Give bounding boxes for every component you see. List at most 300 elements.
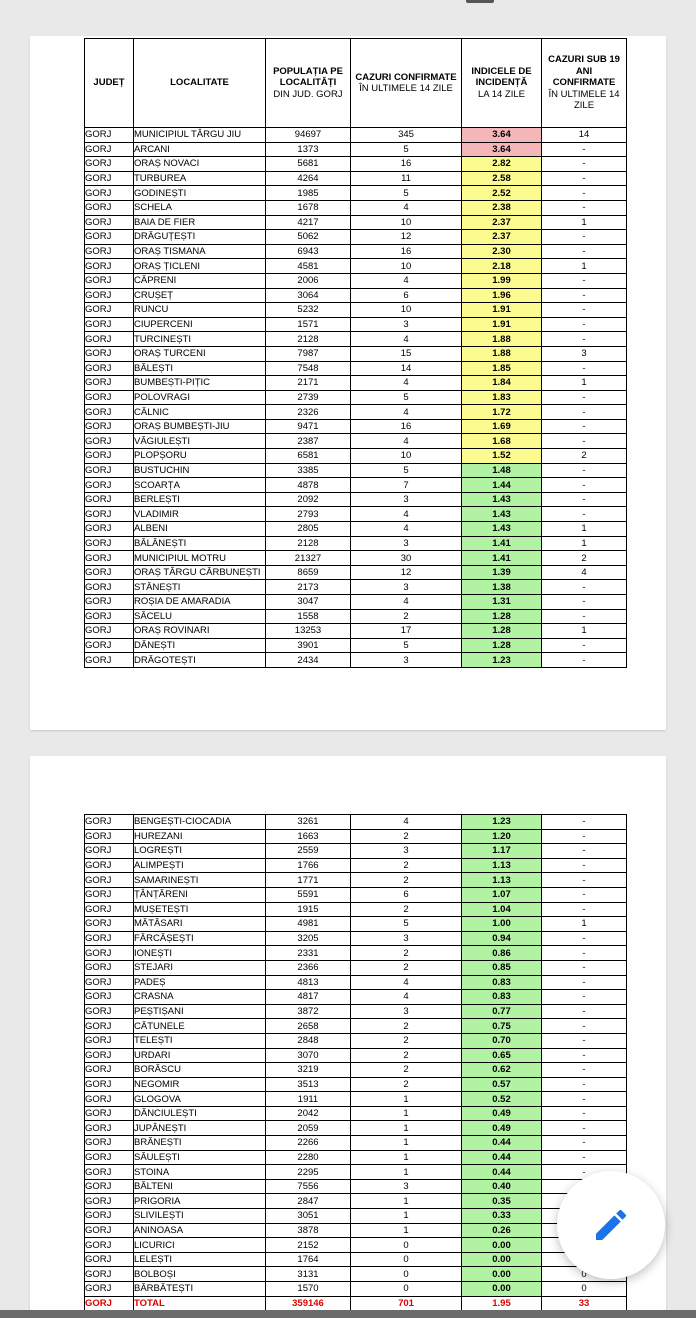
cell-incidenta: 2.18	[462, 259, 542, 274]
cell-incidenta: 1.38	[462, 580, 542, 595]
cell-incidenta: 0.94	[462, 931, 542, 946]
cell-cazuri: 4	[351, 434, 462, 449]
table-row	[85, 1004, 627, 1019]
cell-populatie: 3385	[266, 463, 351, 478]
cell-incidenta: 1.69	[462, 419, 542, 434]
edit-fab-button[interactable]	[557, 1171, 665, 1279]
cell-judet: GORJ	[85, 887, 134, 902]
cell-sub19: -	[542, 478, 627, 493]
cell-cazuri: 2	[351, 829, 462, 844]
cell-populatie: 21327	[266, 551, 351, 566]
cell-judet: GORJ	[85, 200, 134, 215]
cell-sub19: -	[542, 434, 627, 449]
cell-judet: GORJ	[85, 990, 134, 1005]
cell-sub19: -	[542, 858, 627, 873]
cell-localitate: CIUPERCENI	[134, 317, 266, 332]
cell-judet: GORJ	[85, 449, 134, 464]
table-row	[85, 361, 627, 376]
header-populatie-sub: DIN JUD. GORJ	[273, 88, 343, 100]
cell-localitate: CRASNA	[134, 990, 266, 1005]
cell-incidenta: 0.00	[462, 1267, 542, 1282]
cell-cazuri: 3	[351, 653, 462, 668]
cell-judet: GORJ	[85, 960, 134, 975]
cell-incidenta: 0.49	[462, 1121, 542, 1136]
cell-incidenta: 1.68	[462, 434, 542, 449]
cell-localitate: ȚÂNȚĂRENI	[134, 887, 266, 902]
cell-cazuri: 5	[351, 917, 462, 932]
cell-sub19: -	[542, 200, 627, 215]
cell-incidenta: 1.39	[462, 565, 542, 580]
cell-populatie: 4813	[266, 975, 351, 990]
cell-judet: GORJ	[85, 1150, 134, 1165]
cell-localitate: TELEȘTI	[134, 1033, 266, 1048]
cell-judet: GORJ	[85, 273, 134, 288]
cell-sub19: -	[542, 332, 627, 347]
cell-cazuri: 4	[351, 990, 462, 1005]
cell-judet: GORJ	[85, 142, 134, 157]
cell-incidenta: 1.85	[462, 361, 542, 376]
cell-localitate: PRIGORIA	[134, 1194, 266, 1209]
cell-populatie: 2847	[266, 1194, 351, 1209]
cell-incidenta: 0.52	[462, 1092, 542, 1107]
table-row	[85, 1179, 627, 1194]
cell-cazuri: 16	[351, 244, 462, 259]
cell-cazuri: 0	[351, 1267, 462, 1282]
cell-localitate: BĂLTENI	[134, 1179, 266, 1194]
cell-populatie: 2739	[266, 390, 351, 405]
table-row	[85, 1209, 627, 1224]
cell-judet: GORJ	[85, 507, 134, 522]
cell-cazuri: 6	[351, 288, 462, 303]
cell-localitate: URDARI	[134, 1048, 266, 1063]
cell-incidenta: 1.31	[462, 595, 542, 610]
cell-localitate: BĂLEȘTI	[134, 361, 266, 376]
cell-localitate: ORAȘ NOVACI	[134, 157, 266, 172]
cell-populatie: 7556	[266, 1179, 351, 1194]
cell-localitate: CĂLNIC	[134, 405, 266, 420]
cell-localitate: JUPÂNEȘTI	[134, 1121, 266, 1136]
cell-judet: GORJ	[85, 1121, 134, 1136]
cell-populatie: 2559	[266, 844, 351, 859]
cell-cazuri: 2	[351, 1019, 462, 1034]
header-cazuri: CAZURI CONFIRMATE ÎN ULTIMELE 14 ZILE	[351, 39, 462, 128]
cell-judet: GORJ	[85, 171, 134, 186]
cell-incidenta: 1.28	[462, 638, 542, 653]
cell-judet: GORJ	[85, 244, 134, 259]
header-incidenta-sub: LA 14 ZILE	[477, 88, 525, 100]
table-row	[85, 960, 627, 975]
cell-incidenta: 1.41	[462, 551, 542, 566]
cell-sub19: -	[542, 1121, 627, 1136]
cell-cazuri: 2	[351, 1077, 462, 1092]
cell-judet: GORJ	[85, 186, 134, 201]
cell-localitate: PADEȘ	[134, 975, 266, 990]
cell-sub19: 1	[542, 522, 627, 537]
cell-sub19: -	[542, 1033, 627, 1048]
cell-sub19: -	[542, 317, 627, 332]
cell-populatie: 2434	[266, 653, 351, 668]
cell-populatie: 2173	[266, 580, 351, 595]
cell-populatie: 2042	[266, 1106, 351, 1121]
cell-sub19: -	[542, 960, 627, 975]
cell-localitate: STEJARI	[134, 960, 266, 975]
cell-judet: GORJ	[85, 492, 134, 507]
cell-populatie: 6943	[266, 244, 351, 259]
cell-sub19: -	[542, 580, 627, 595]
cell-cazuri: 1	[351, 1121, 462, 1136]
table-row	[85, 1282, 627, 1297]
cell-incidenta: 0.86	[462, 946, 542, 961]
cell-localitate: BOLBOȘI	[134, 1267, 266, 1282]
cell-populatie: 3064	[266, 288, 351, 303]
cell-incidenta: 1.13	[462, 858, 542, 873]
cell-sub19: -	[542, 1106, 627, 1121]
table-row	[85, 1194, 627, 1209]
total-cazuri: 701	[351, 1296, 462, 1311]
cell-sub19: 3	[542, 346, 627, 361]
cell-populatie: 2326	[266, 405, 351, 420]
cell-judet: GORJ	[85, 1106, 134, 1121]
cell-sub19: -	[542, 419, 627, 434]
cell-incidenta: 0.26	[462, 1223, 542, 1238]
cell-cazuri: 2	[351, 1033, 462, 1048]
table-row	[85, 1106, 627, 1121]
cell-localitate: BRĂNEȘTI	[134, 1136, 266, 1151]
cell-cazuri: 30	[351, 551, 462, 566]
cell-sub19: -	[542, 1150, 627, 1165]
cell-cazuri: 14	[351, 361, 462, 376]
cell-judet: GORJ	[85, 1238, 134, 1253]
cell-judet: GORJ	[85, 1019, 134, 1034]
table-row	[85, 405, 627, 420]
cell-populatie: 94697	[266, 128, 351, 143]
cell-incidenta: 1.83	[462, 390, 542, 405]
cell-incidenta: 0.85	[462, 960, 542, 975]
table-row	[85, 1121, 627, 1136]
cell-incidenta: 0.57	[462, 1077, 542, 1092]
cell-localitate: ORAȘ TURCENI	[134, 346, 266, 361]
cell-incidenta: 2.37	[462, 215, 542, 230]
cell-judet: GORJ	[85, 303, 134, 318]
cell-cazuri: 2	[351, 946, 462, 961]
cell-populatie: 3878	[266, 1223, 351, 1238]
cell-incidenta: 1.44	[462, 478, 542, 493]
cell-judet: GORJ	[85, 638, 134, 653]
cell-sub19: -	[542, 975, 627, 990]
cell-cazuri: 4	[351, 273, 462, 288]
cell-sub19: -	[542, 931, 627, 946]
table-row	[85, 1165, 627, 1180]
cell-judet: GORJ	[85, 361, 134, 376]
cell-cazuri: 4	[351, 332, 462, 347]
cell-localitate: NEGOMIR	[134, 1077, 266, 1092]
cell-localitate: FĂRCĂȘEȘTI	[134, 931, 266, 946]
cell-localitate: VĂGIULEȘTI	[134, 434, 266, 449]
cell-localitate: SCOARȚA	[134, 478, 266, 493]
table-row	[85, 975, 627, 990]
cell-sub19: -	[542, 390, 627, 405]
cell-incidenta: 0.70	[462, 1033, 542, 1048]
cell-sub19: -	[542, 638, 627, 653]
cell-sub19: -	[542, 1048, 627, 1063]
table-row	[85, 346, 627, 361]
cell-judet: GORJ	[85, 844, 134, 859]
cell-localitate: BORĂSCU	[134, 1063, 266, 1078]
cell-cazuri: 5	[351, 142, 462, 157]
cell-cazuri: 3	[351, 317, 462, 332]
cell-cazuri: 2	[351, 873, 462, 888]
cell-judet: GORJ	[85, 975, 134, 990]
cell-localitate: PLOPȘORU	[134, 449, 266, 464]
cell-cazuri: 12	[351, 565, 462, 580]
cell-cazuri: 4	[351, 815, 462, 830]
table-row	[85, 551, 627, 566]
table-body-page-2	[85, 815, 627, 1297]
table-row	[85, 844, 627, 859]
cell-localitate: BERLEȘTI	[134, 492, 266, 507]
cell-localitate: TURCINEȘTI	[134, 332, 266, 347]
header-sub19-sub: ÎN ULTIMELE 14 ZILE	[548, 88, 620, 112]
cell-incidenta: 0.49	[462, 1106, 542, 1121]
cell-incidenta: 1.23	[462, 815, 542, 830]
cell-cazuri: 3	[351, 1004, 462, 1019]
table-row	[85, 376, 627, 391]
cell-sub19: 1	[542, 376, 627, 391]
cell-localitate: MĂTĂSARI	[134, 917, 266, 932]
cell-sub19: 0	[542, 1282, 627, 1297]
cell-cazuri: 4	[351, 376, 462, 391]
table-row	[85, 303, 627, 318]
cell-populatie: 2658	[266, 1019, 351, 1034]
cell-judet: GORJ	[85, 288, 134, 303]
cell-localitate: GLOGOVA	[134, 1092, 266, 1107]
cell-cazuri: 2	[351, 858, 462, 873]
cell-populatie: 1678	[266, 200, 351, 215]
table-row	[85, 215, 627, 230]
table-row	[85, 230, 627, 245]
cell-incidenta: 1.84	[462, 376, 542, 391]
cell-incidenta: 1.28	[462, 624, 542, 639]
cell-populatie: 1570	[266, 1282, 351, 1297]
cell-judet: GORJ	[85, 931, 134, 946]
cell-judet: GORJ	[85, 580, 134, 595]
cell-judet: GORJ	[85, 1092, 134, 1107]
cell-cazuri: 4	[351, 200, 462, 215]
cell-cazuri: 2	[351, 1048, 462, 1063]
table-row	[85, 157, 627, 172]
cell-judet: GORJ	[85, 1048, 134, 1063]
cell-localitate: DĂNCIULEȘTI	[134, 1106, 266, 1121]
document-page-1	[30, 36, 666, 730]
cell-sub19: -	[542, 1092, 627, 1107]
cell-judet: GORJ	[85, 522, 134, 537]
cell-populatie: 3219	[266, 1063, 351, 1078]
table-row	[85, 858, 627, 873]
cell-judet: GORJ	[85, 317, 134, 332]
cell-judet: GORJ	[85, 565, 134, 580]
cell-sub19: -	[542, 595, 627, 610]
cell-incidenta: 0.44	[462, 1136, 542, 1151]
cell-cazuri: 16	[351, 157, 462, 172]
cell-cazuri: 3	[351, 844, 462, 859]
cell-populatie: 2266	[266, 1136, 351, 1151]
table-header-row	[85, 39, 627, 128]
cell-cazuri: 4	[351, 522, 462, 537]
total-sub19: 33	[542, 1296, 627, 1311]
cell-sub19: 4	[542, 565, 627, 580]
cell-localitate: STOINA	[134, 1165, 266, 1180]
cell-localitate: MUNICIPIUL MOTRU	[134, 551, 266, 566]
cell-populatie: 1771	[266, 873, 351, 888]
cell-populatie: 7987	[266, 346, 351, 361]
cell-populatie: 3131	[266, 1267, 351, 1282]
cell-incidenta: 1.96	[462, 288, 542, 303]
cell-cazuri: 11	[351, 171, 462, 186]
cell-localitate: BĂLĂNEȘTI	[134, 536, 266, 551]
cell-populatie: 2059	[266, 1121, 351, 1136]
cell-sub19: -	[542, 609, 627, 624]
total-judet: GORJ	[85, 1296, 134, 1311]
cell-incidenta: 1.43	[462, 492, 542, 507]
cell-localitate: SLIVILEȘTI	[134, 1209, 266, 1224]
cell-localitate: VLADIMIR	[134, 507, 266, 522]
table-row	[85, 186, 627, 201]
cell-incidenta: 1.00	[462, 917, 542, 932]
cell-populatie: 3205	[266, 931, 351, 946]
cell-populatie: 4264	[266, 171, 351, 186]
cell-localitate: DRĂGUȚEȘTI	[134, 230, 266, 245]
cell-judet: GORJ	[85, 1223, 134, 1238]
cell-judet: GORJ	[85, 1179, 134, 1194]
cell-judet: GORJ	[85, 1252, 134, 1267]
table-row	[85, 332, 627, 347]
cell-judet: GORJ	[85, 1004, 134, 1019]
cell-localitate: ORAȘ TÂRGU CĂRBUNEȘTI	[134, 565, 266, 580]
cell-judet: GORJ	[85, 463, 134, 478]
cell-populatie: 1558	[266, 609, 351, 624]
cell-sub19: -	[542, 653, 627, 668]
table-row	[85, 317, 627, 332]
cell-incidenta: 3.64	[462, 142, 542, 157]
cell-incidenta: 1.28	[462, 609, 542, 624]
cell-sub19: -	[542, 1004, 627, 1019]
cell-cazuri: 3	[351, 536, 462, 551]
cell-cazuri: 1	[351, 1223, 462, 1238]
total-row	[85, 1296, 627, 1311]
cell-judet: GORJ	[85, 376, 134, 391]
total-populatie: 359146	[266, 1296, 351, 1311]
cell-populatie: 3047	[266, 595, 351, 610]
table-row	[85, 1033, 627, 1048]
table-row	[85, 128, 627, 143]
cell-populatie: 1764	[266, 1252, 351, 1267]
cell-populatie: 7548	[266, 361, 351, 376]
cell-populatie: 4217	[266, 215, 351, 230]
cell-incidenta: 1.04	[462, 902, 542, 917]
header-judet: JUDEȚ	[85, 39, 134, 128]
cell-cazuri: 7	[351, 478, 462, 493]
cell-cazuri: 4	[351, 975, 462, 990]
cell-localitate: ORAȘ ȚICLENI	[134, 259, 266, 274]
cell-localitate: CĂPRENI	[134, 273, 266, 288]
cell-judet: GORJ	[85, 858, 134, 873]
cell-judet: GORJ	[85, 551, 134, 566]
cell-cazuri: 5	[351, 463, 462, 478]
cell-incidenta: 0.75	[462, 1019, 542, 1034]
cell-populatie: 1985	[266, 186, 351, 201]
table-row	[85, 1267, 627, 1282]
cell-populatie: 1663	[266, 829, 351, 844]
cell-sub19: -	[542, 946, 627, 961]
cell-populatie: 3070	[266, 1048, 351, 1063]
cell-localitate: BUSTUCHIN	[134, 463, 266, 478]
table-row	[85, 1092, 627, 1107]
cell-judet: GORJ	[85, 653, 134, 668]
cell-cazuri: 12	[351, 230, 462, 245]
table-row	[85, 419, 627, 434]
top-indicator	[466, 0, 494, 3]
pencil-edit-icon	[591, 1205, 631, 1245]
cell-sub19: 1	[542, 624, 627, 639]
cell-populatie: 1911	[266, 1092, 351, 1107]
cell-localitate: POLOVRAGI	[134, 390, 266, 405]
cell-judet: GORJ	[85, 215, 134, 230]
cell-cazuri: 3	[351, 580, 462, 595]
cell-cazuri: 17	[351, 624, 462, 639]
cell-cazuri: 1	[351, 1092, 462, 1107]
cell-sub19: -	[542, 1077, 627, 1092]
total-incidenta: 1.95	[462, 1296, 542, 1311]
cell-judet: GORJ	[85, 815, 134, 830]
cell-populatie: 5232	[266, 303, 351, 318]
cell-sub19: 2	[542, 551, 627, 566]
cell-judet: GORJ	[85, 1136, 134, 1151]
cell-judet: GORJ	[85, 624, 134, 639]
cell-incidenta: 0.65	[462, 1048, 542, 1063]
cell-localitate: CRUȘEȚ	[134, 288, 266, 303]
cell-populatie: 4878	[266, 478, 351, 493]
cell-sub19: -	[542, 288, 627, 303]
cell-sub19: -	[542, 507, 627, 522]
total-label: TOTAL	[134, 1296, 266, 1311]
table-row	[85, 1063, 627, 1078]
cell-cazuri: 345	[351, 128, 462, 143]
table-row	[85, 522, 627, 537]
cell-populatie: 2387	[266, 434, 351, 449]
cell-sub19: -	[542, 1136, 627, 1151]
cell-incidenta: 1.13	[462, 873, 542, 888]
cell-sub19: 0	[542, 1267, 627, 1282]
cell-sub19: -	[542, 142, 627, 157]
cell-localitate: HUREZANI	[134, 829, 266, 844]
cell-incidenta: 0.83	[462, 975, 542, 990]
cell-populatie: 1571	[266, 317, 351, 332]
table-row	[85, 609, 627, 624]
header-incidenta: INDICELE DE INCIDENȚĂ LA 14 ZILE	[462, 39, 542, 128]
top-bar	[0, 0, 696, 36]
cell-judet: GORJ	[85, 1209, 134, 1224]
cell-sub19: -	[542, 815, 627, 830]
cell-populatie: 2092	[266, 492, 351, 507]
cell-sub19: -	[542, 244, 627, 259]
cell-cazuri: 1	[351, 1136, 462, 1151]
cell-incidenta: 2.37	[462, 230, 542, 245]
cell-populatie: 2280	[266, 1150, 351, 1165]
table-row	[85, 434, 627, 449]
table-row	[85, 815, 627, 830]
table-row	[85, 580, 627, 595]
table-row	[85, 390, 627, 405]
